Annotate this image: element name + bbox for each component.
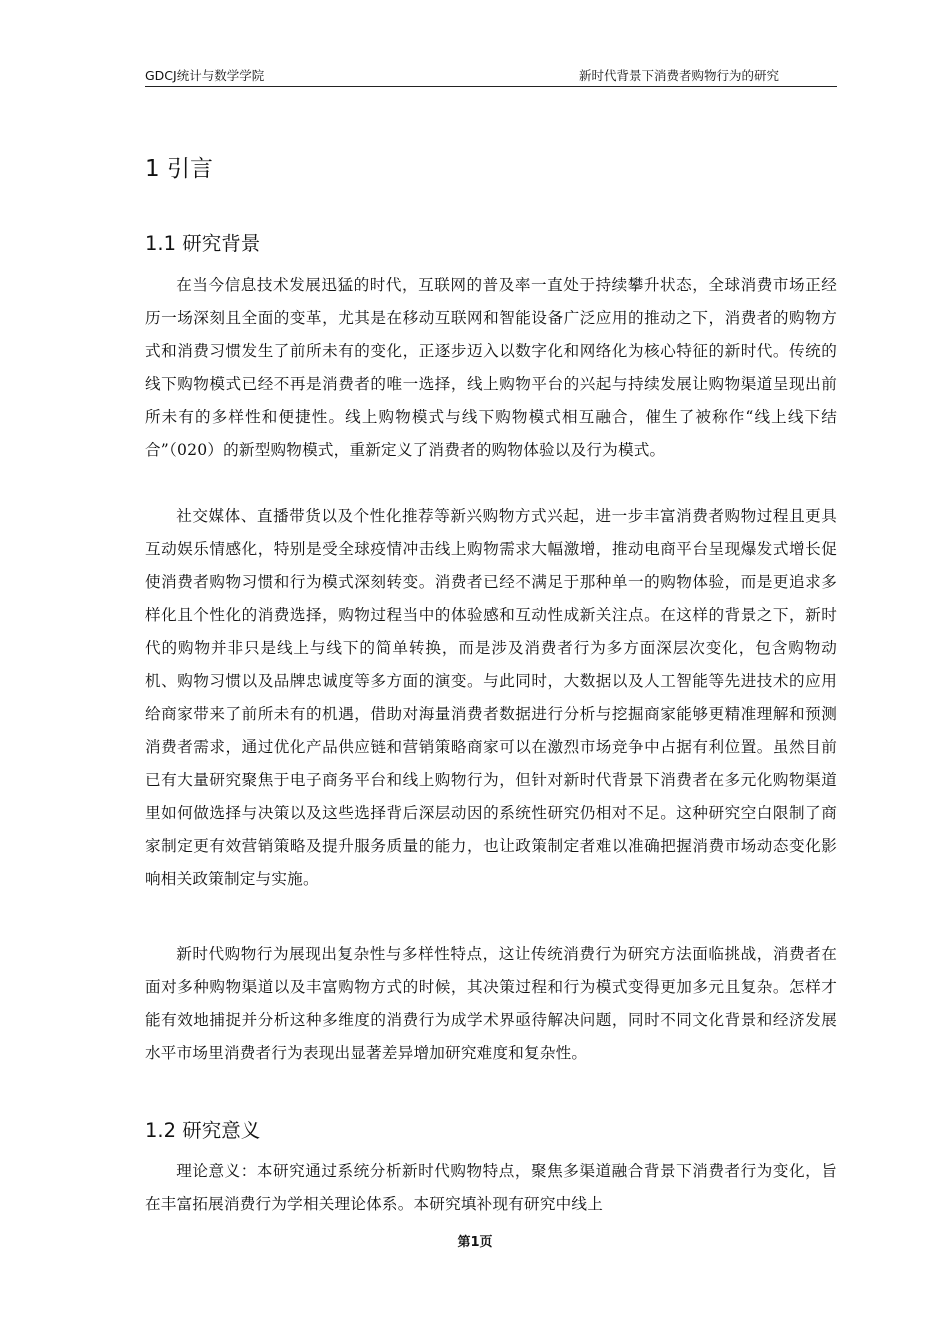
section-heading-significance: 1.2 研究意义 bbox=[145, 1119, 261, 1142]
header-paper-title: 新时代背景下消费者购物行为的研究 bbox=[578, 68, 779, 83]
section-heading-background: 1.1 研究背景 bbox=[145, 232, 261, 255]
paragraph-background-1: 在当今信息技术发展迅猛的时代，互联网的普及率一直处于持续攀升状态，全球消费市场正经历一场深刻且全面的变革，尤其是在移动互联网和智能设备广泛应用的推动之下，消费者的购物方式和消费习惯发生了前所未有的变化，正逐步迈入以数字化和网络化为核心特征的新时代。传统的线下购物模式已经不再是消费者的唯一选择，线上购物平台的兴起与持续发展让购物渠道呈现出前所未有的多样性和便捷性。线上购物模式与线下购物模式相互融合，催生了被称作“线上线下结合”（020）的新型购物模式，重新定义了消费者的购物体验以及行为模式。 bbox=[145, 276, 837, 459]
paragraph-background-3: 新时代购物行为展现出复杂性与多样性特点，这让传统消费行为研究方法面临挑战，消费者在面对多种购物渠道以及丰富购物方式的时候，其决策过程和行为模式变得更加多元且复杂。怎样才能有效地捕捉并分析这种多维度的消费行为成学术界亟待解决问题，同时不同文化背景和经济发展水平市场里消费者行为表现出显著差异增加研究难度和复杂性。 bbox=[145, 945, 837, 1062]
paragraph-significance-1: 理论意义：本研究通过系统分析新时代购物特点，聚焦多渠道融合背景下消费者行为变化，旨在丰富拓展消费行为学相关理论体系。本研究填补现有研究中线上 bbox=[145, 1162, 837, 1213]
page-header bbox=[145, 64, 837, 87]
paragraph-background-2: 社交媒体、直播带货以及个性化推荐等新兴购物方式兴起，进一步丰富消费者购物过程且更具互动娱乐情感化，特别是受全球疫情冲击线上购物需求大幅激增，推动电商平台呈现爆发式增长促使消费者购物习惯和行为模式深刻转变。消费者已经不满足于那种单一的购物体验，而是更追求多样化且个性化的消费选择，购物过程当中的体验感和互动性成新关注点。在这样的背景之下，新时代的购物并非只是线上与线下的简单转换，而是涉及消费者行为多方面深层次变化，包含购物动机、购物习惯以及品牌忠诚度等多方面的演变。与此同时，大数据以及人工智能等先进技术的应用给商家带来了前所未有的机遇，借助对海量消费者数据进行分析与挖掘商家能够更精准理解和预测消费者需求，通过优化产品供应链和营销策略商家可以在激烈市场竞争中占据有利位置。虽然目前已有大量研究聚焦于电子商务平台和线上购物行为，但针对新时代背景下消费者在多元化购物渠道里如何做选择与决策以及这些选择背后深层动因的系统性研究仍相对不足。这种研究空白限制了商家制定更有效营销策略及提升服务质量的能力，也让政策制定者难以准确把握消费市场动态变化影响相关政策制定与实施。 bbox=[145, 507, 837, 888]
page-number: 第1页 bbox=[457, 1235, 493, 1250]
chapter-heading: 1 引言 bbox=[145, 156, 213, 182]
header-institution: GDCJ统计与数学学院 bbox=[145, 68, 265, 83]
